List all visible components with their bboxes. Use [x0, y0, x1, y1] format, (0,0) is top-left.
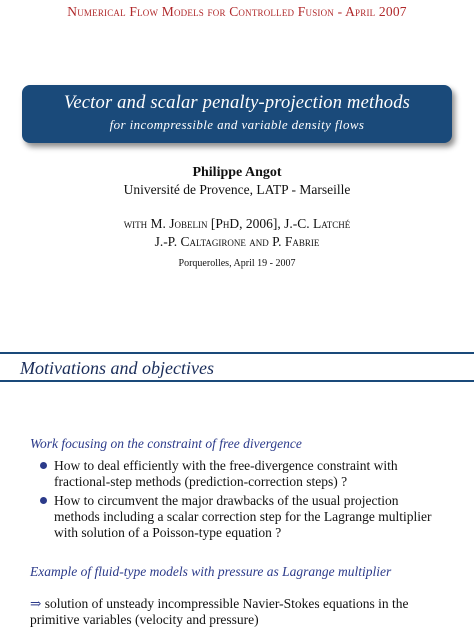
- author-affiliation: Université de Provence, LATP - Marseille: [123, 182, 351, 197]
- collaborators-line-2: J.-P. Caltagirone and P. Fabrie: [154, 234, 320, 249]
- bullet-icon: [40, 462, 47, 469]
- author-name: Philippe Angot: [192, 165, 282, 180]
- venue-date: Porquerolles, April 19 - 2007: [178, 258, 296, 269]
- section-title: Motivations and objectives: [20, 358, 214, 378]
- implication-body: solution of unsteady incompressible Navier-Stokes equations in the primitive variables (velocity and pressure): [30, 596, 409, 627]
- presentation-title: Vector and scalar penalty-projection methods: [63, 93, 411, 113]
- list-item: [40, 458, 440, 490]
- list-item-text: How to deal efficiently with the free-divergence constraint with fractional-step methods (prediction-correction steps) ?: [54, 458, 398, 489]
- conference-header: Numerical Flow Models for Controlled Fusion - April 2007: [67, 4, 407, 19]
- presentation-subtitle: for incompressible and variable density flows: [109, 117, 365, 132]
- block-title-free-divergence: Work focusing on the constraint of free divergence: [30, 436, 302, 451]
- list-item: [40, 493, 440, 541]
- list-item-text: How to circumvent the major drawbacks of the usual projection methods including a scalar correction step for the Lagrange multiplier with solution of a Poisson-type equation ?: [54, 493, 432, 540]
- title-box: [22, 85, 452, 143]
- implies-arrow-icon: ⇒: [30, 596, 42, 611]
- section-top-rule: [0, 352, 474, 354]
- collaborators-line-1: with M. Jobelin [PhD, 2006], J.-C. Latché: [123, 216, 351, 231]
- implication-text: [30, 596, 450, 628]
- block-title-fluid-models: Example of fluid-type models with pressure as Lagrange multiplier: [30, 564, 392, 579]
- bullet-icon: [40, 497, 47, 504]
- section-header: [0, 352, 474, 382]
